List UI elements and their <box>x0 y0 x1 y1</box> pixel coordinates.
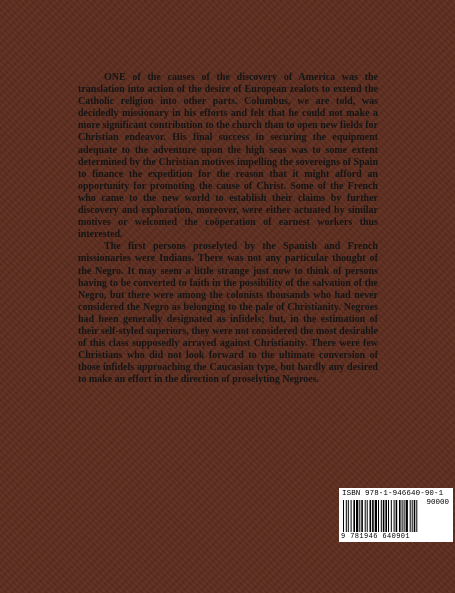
barcode-bar <box>353 500 355 532</box>
barcode-bar <box>414 500 416 532</box>
barcode-bar <box>410 500 411 532</box>
back-cover-text <box>78 72 378 386</box>
barcode-bar <box>346 500 347 532</box>
paragraph-2: The first persons proselyted by the Spanish and French missionaries were Indians. There was not any particular thought of the Negro. It may seem a little strange just now to think of persons having to be converted to faith in the possibility of the salvation of the Negro, but there were among the colonists thousands who had never considered the Negro as belonging to the pale of Christianity. Negroes had been generally designated as infidels; but, in the estimation of their self-styled superiors, they were not considered the most desirable of this class supposedly arrayed against Christianity. There were few Christians who did not look forward to the ultimate conversion of those infidels approaching the Caucasian type, but hardly any desired to make an effort in the direction of proselyting Negroes. <box>78 241 378 386</box>
barcode-bar <box>402 500 403 532</box>
barcode-bar <box>359 500 360 532</box>
barcode-bar <box>388 500 389 532</box>
isbn-label: ISBN 978-1-946640-90-1 <box>342 490 444 498</box>
barcode-bar <box>372 500 374 532</box>
barcode-bar <box>416 500 417 532</box>
barcode-bar <box>391 500 392 532</box>
barcode-bar <box>412 500 413 532</box>
barcode-bar <box>343 500 344 532</box>
barcode-bar <box>378 500 379 532</box>
barcode-bar <box>383 500 385 532</box>
barcode-bar <box>404 500 405 532</box>
barcode-bar <box>394 500 395 532</box>
barcode-bar <box>361 500 363 532</box>
barcode-bar <box>370 500 372 532</box>
barcode-bar <box>365 500 366 532</box>
barcode-bar <box>406 500 408 532</box>
barcode-bars <box>342 500 420 534</box>
paragraph-1: ONE of the causes of the discovery of America was the translation into action of the desire of European zealots to extend the Catholic religion into other parts. Columbus, we are told, was decidedly missionary in his efforts and felt that he could not make a more significant contribution to the church than to open new fields for Christian endeavor. His final success in securing the equipment adequate to the adventure upon the high seas was to some extent determined by the Christian motives impelling the sovereigns of Spain to finance the expedition for the reason that it might afford an opportunity for promoting the cause of Christ. Some of the French who came to the new world to establish their claims by further discovery and exploration, moreover, were either actuated by similar motives or welcomed the coöperation of earnest workers thus interested. <box>78 72 378 241</box>
barcode-bar <box>348 500 349 532</box>
barcode-bar <box>381 500 382 532</box>
isbn-barcode <box>339 488 453 542</box>
barcode-bar <box>396 500 398 532</box>
barcode-bar <box>367 500 368 532</box>
barcode-bar <box>351 500 352 532</box>
barcode-bar <box>385 500 387 532</box>
barcode-bar <box>375 500 377 532</box>
barcode-bar <box>356 500 358 532</box>
barcode-bar <box>399 500 401 532</box>
price-code: 90000 <box>426 499 449 507</box>
barcode-digits: 9 781946 640901 <box>341 533 411 541</box>
